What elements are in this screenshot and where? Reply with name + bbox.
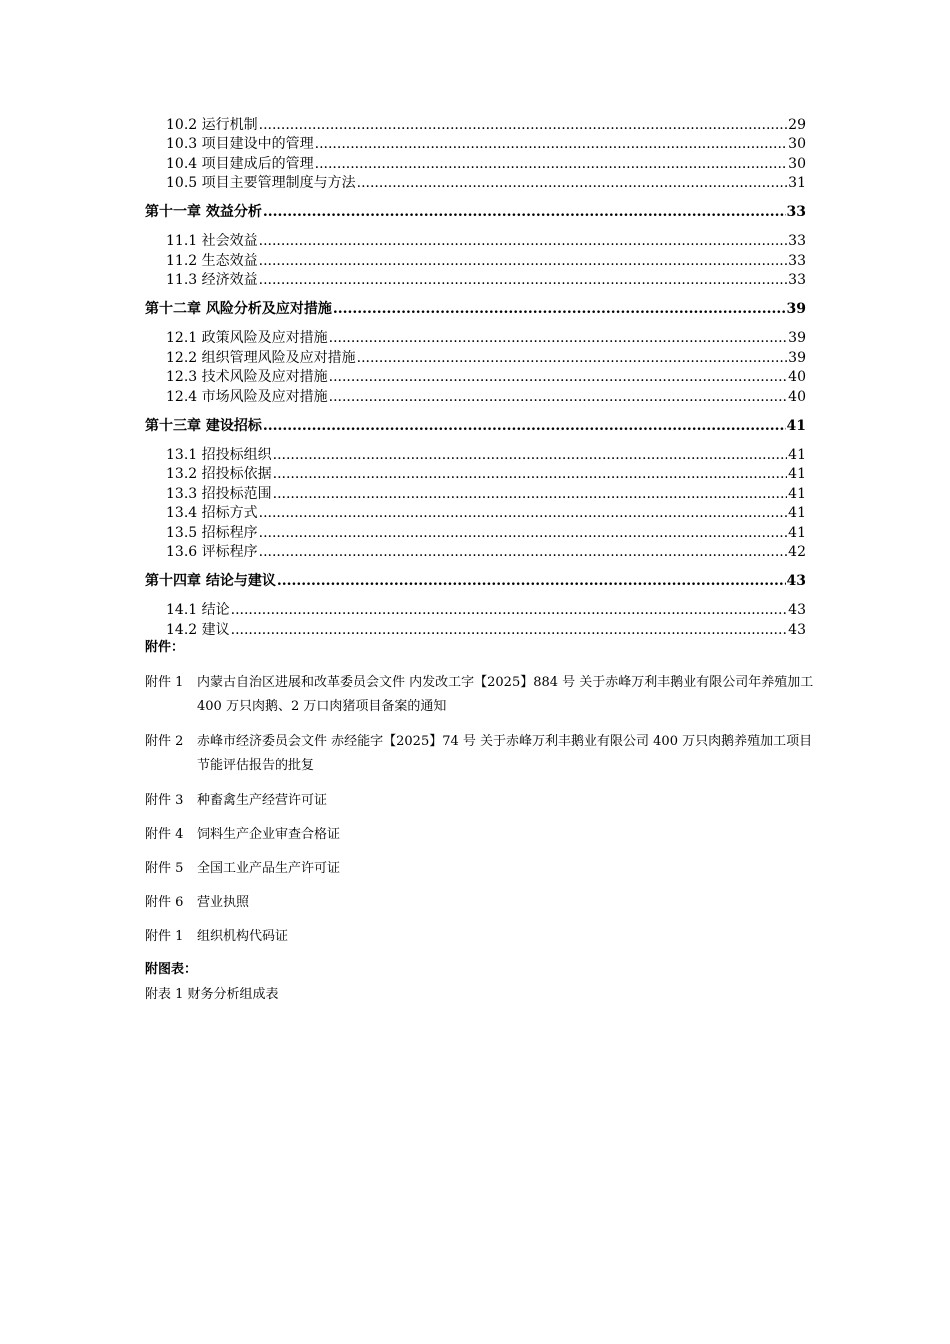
toc-entry-label: 11.2 生态效益: [166, 253, 258, 269]
toc-section-entry[interactable]: [166, 232, 806, 251]
toc-section-entry[interactable]: [166, 504, 806, 523]
toc-entry-page: 41: [788, 525, 806, 541]
toc-dot-leader: [273, 485, 788, 504]
toc-entry-label: 第十三章 建设招标: [145, 418, 262, 434]
toc-entry-label: 10.2 运行机制: [166, 117, 258, 133]
attachment-text: 赤峰市经济委员会文件 赤经能字【2025】74 号 关于赤峰万利丰鹅业有限公司 400 万只肉鹅养殖加工项目节能评估报告的批复: [197, 734, 813, 773]
toc-dot-leader: [259, 116, 788, 135]
attachment-item: [145, 730, 825, 778]
attachment-item: [145, 857, 825, 881]
toc-chapter-entry[interactable]: [145, 417, 806, 436]
toc-entry-page: 30: [788, 156, 806, 172]
tables-heading: 附图表：: [145, 962, 198, 977]
toc-entry-label: 13.4 招标方式: [166, 505, 258, 521]
toc-section-entry[interactable]: [166, 543, 806, 562]
attachment-number: 附件 3: [145, 793, 184, 808]
toc-dot-leader: [329, 368, 788, 387]
attachment-number: 附件 5: [145, 861, 184, 876]
toc-entry-page: 41: [788, 505, 806, 521]
attachment-number: 附件 2: [145, 734, 184, 749]
toc-entry-page: 39: [786, 301, 806, 317]
attachment-item: [145, 925, 825, 949]
attachment-text: 种畜禽生产经营许可证: [197, 793, 328, 808]
attachment-text: 组织机构代码证: [197, 929, 289, 944]
toc-entry-page: 43: [786, 573, 806, 589]
toc-entry-label: 第十二章 风险分析及应对措施: [145, 301, 332, 317]
toc-entry-page: 43: [788, 602, 806, 618]
toc-entry-page: 41: [788, 447, 806, 463]
toc-dot-leader: [333, 300, 786, 319]
toc-entry-label: 14.1 结论: [166, 602, 230, 618]
toc-entry-label: 10.4 项目建成后的管理: [166, 156, 314, 172]
toc-entry-page: 31: [788, 175, 806, 191]
toc-section-entry[interactable]: [166, 465, 806, 484]
toc-section-entry[interactable]: [166, 388, 806, 407]
toc-entry-label: 12.1 政策风险及应对措施: [166, 330, 328, 346]
toc-entry-label: 13.6 评标程序: [166, 544, 258, 560]
toc-entry-label: 10.3 项目建设中的管理: [166, 136, 314, 152]
toc-entry-page: 41: [788, 466, 806, 482]
attachment-item: [145, 891, 825, 915]
toc-entry-page: 39: [788, 350, 806, 366]
toc-section-entry[interactable]: [166, 368, 806, 387]
attachment-item: [145, 823, 825, 847]
attachment-text: 饲料生产企业审查合格证: [197, 827, 341, 842]
toc-entry-label: 13.1 招投标组织: [166, 447, 272, 463]
attachment-text: 营业执照: [197, 895, 250, 910]
toc-entry-page: 42: [788, 544, 806, 560]
toc-dot-leader: [263, 417, 786, 436]
toc-dot-leader: [273, 465, 788, 484]
toc-entry-label: 13.3 招投标范围: [166, 486, 272, 502]
toc-entry-label: 13.5 招标程序: [166, 525, 258, 541]
attachment-text: 内蒙古自治区进展和改革委员会文件 内发改工字【2025】884 号 关于赤峰万利丰鹅业有限公司年养殖加工 400 万只肉鹅、2 万口肉猪项目备案的通知: [197, 675, 814, 714]
toc-entry-page: 33: [788, 233, 806, 249]
toc-chapter-entry[interactable]: [145, 203, 806, 222]
toc-entry-label: 12.4 市场风险及应对措施: [166, 389, 328, 405]
attachment-item: [145, 671, 825, 719]
toc-entry-label: 13.2 招投标依据: [166, 466, 272, 482]
toc-dot-leader: [259, 232, 788, 251]
toc-section-entry[interactable]: [166, 524, 806, 543]
toc-entry-label: 12.3 技术风险及应对措施: [166, 369, 328, 385]
attachment-number: 附件 4: [145, 827, 184, 842]
toc-dot-leader: [263, 203, 786, 222]
toc-dot-leader: [315, 135, 788, 154]
toc-dot-leader: [231, 621, 788, 640]
attachment-number: 附件 6: [145, 895, 184, 910]
toc-dot-leader: [273, 446, 788, 465]
toc-dot-leader: [329, 329, 788, 348]
toc-entry-label: 11.1 社会效益: [166, 233, 258, 249]
toc-chapter-entry[interactable]: [145, 300, 806, 319]
toc-dot-leader: [357, 174, 788, 193]
toc-section-entry[interactable]: [166, 252, 806, 271]
toc-section-entry[interactable]: [166, 135, 806, 154]
toc-entry-label: 第十一章 效益分析: [145, 204, 262, 220]
toc-dot-leader: [259, 271, 788, 290]
attachment-text: 全国工业产品生产许可证: [197, 861, 341, 876]
toc-section-entry[interactable]: [166, 446, 806, 465]
toc-dot-leader: [315, 155, 788, 174]
toc-entry-label: 10.5 项目主要管理制度与方法: [166, 175, 356, 191]
toc-dot-leader: [259, 504, 788, 523]
toc-entry-page: 40: [788, 369, 806, 385]
toc-entry-page: 41: [788, 486, 806, 502]
toc-dot-leader: [259, 543, 788, 562]
toc-entry-page: 29: [788, 117, 806, 133]
toc-entry-page: 33: [788, 253, 806, 269]
toc-section-entry[interactable]: [166, 621, 806, 640]
toc-entry-label: 12.2 组织管理风险及应对措施: [166, 350, 356, 366]
toc-entry-page: 39: [788, 330, 806, 346]
toc-dot-leader: [329, 388, 788, 407]
toc-section-entry[interactable]: [166, 601, 806, 620]
toc-entry-page: 33: [788, 272, 806, 288]
toc-section-entry[interactable]: [166, 349, 806, 368]
toc-entry-label: 14.2 建议: [166, 622, 230, 638]
toc-dot-leader: [277, 572, 786, 591]
toc-section-entry[interactable]: [166, 271, 806, 290]
toc-dot-leader: [259, 524, 788, 543]
toc-section-entry[interactable]: [166, 174, 806, 193]
toc-section-entry[interactable]: [166, 329, 806, 348]
toc-section-entry[interactable]: [166, 155, 806, 174]
toc-dot-leader: [357, 349, 788, 368]
table-list-item: 附表 1 财务分析组成表: [145, 987, 279, 1002]
toc-section-entry[interactable]: [166, 116, 806, 135]
attachment-number: 附件 1: [145, 675, 184, 690]
toc-entry-page: 43: [788, 622, 806, 638]
attachment-number: 附件 1: [145, 929, 184, 944]
toc-entry-label: 第十四章 结论与建议: [145, 573, 276, 589]
attachment-item: [145, 789, 825, 813]
toc-dot-leader: [259, 252, 788, 271]
attachments-heading: 附件：: [145, 640, 185, 655]
toc-section-entry[interactable]: [166, 485, 806, 504]
toc-entry-label: 11.3 经济效益: [166, 272, 258, 288]
toc-entry-page: 33: [786, 204, 806, 220]
toc-entry-page: 40: [788, 389, 806, 405]
toc-dot-leader: [231, 601, 788, 620]
toc-entry-page: 41: [786, 418, 806, 434]
toc-chapter-entry[interactable]: [145, 572, 806, 591]
toc-entry-page: 30: [788, 136, 806, 152]
